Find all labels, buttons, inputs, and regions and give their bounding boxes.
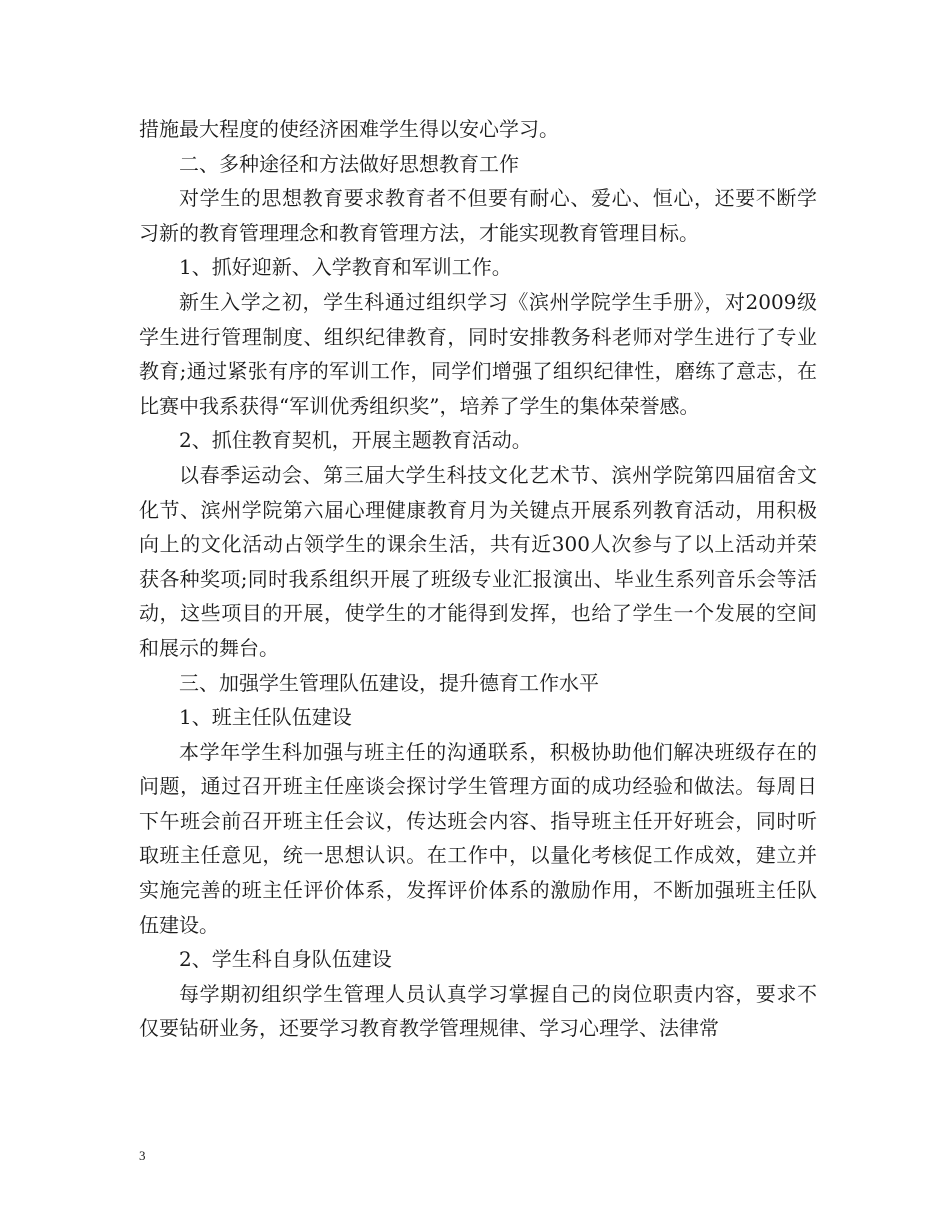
subheading-11: 2、学生科自身队伍建设 — [179, 947, 392, 972]
paragraph-10: 本学年学生科加强与班主任的沟通联系，积极协助他们解决班级存在的问题，通过召开班主任座谈会探讨学生管理方面的成功经验和做法。每周日下午班会前召开班主任会议，传达班会内容、指导班主任开好班会，同时听取班主任意见，统一思想认识。在工作中，以量化考核促工作成效，建立并实施完善的班主任评价体系，发挥评价体系的激励作用，不断加强班主任队伍建设。 — [139, 739, 817, 937]
paragraph-5: 新生入学之初，学生科通过组织学习《滨州学院学生手册》，对2009级学生进行管理制度、组织纪律教育，同时安排教务科老师对学生进行了专业教育;通过紧张有序的军训工作，同学们增强了组织纪律性，磨练了意志，在比赛中我系获得“军训优秀组织奖”，培养了学生的集体荣誉感。 — [139, 289, 817, 418]
paragraph-7: 以春季运动会、第三届大学生科技文化艺术节、滨州学院第四届宿舍文化节、滨州学院第六届心理健康教育月为关键点开展系列教育活动，用积极向上的文化活动占领学生的课余生活，共有近300人次参与了以上活动并荣获各种奖项;同时我系组织开展了班级专业汇报演出、毕业生系列音乐会等活动，这些项目的开展，使学生的才能得到发挥，也给了学生一个发展的空间和展示的舞台。 — [139, 462, 817, 660]
paragraph-12: 每学期初组织学生管理人员认真学习掌握自己的岗位职责内容，要求不仅要钻研业务，还要学习教育教学管理规律、学习心理学、法律常 — [139, 981, 817, 1041]
section-heading-8: 三、加强学生管理队伍建设，提升德育工作水平 — [179, 670, 599, 695]
paragraph-3: 对学生的思想教育要求教育者不但要有耐心、爱心、恒心，还要不断学习新的教育管理理念和教育管理方法，才能实现教育管理目标。 — [139, 186, 817, 245]
subheading-9: 1、班主任队伍建设 — [179, 705, 352, 730]
paragraph-1: 措施最大程度的使经济困难学生得以安心学习。 — [139, 117, 559, 141]
page-number: 3 — [139, 1148, 146, 1163]
body-text — [139, 112, 817, 1046]
section-heading-2: 二、多种途径和方法做好思想教育工作 — [179, 151, 519, 176]
subheading-4: 1、抓好迎新、入学教育和军训工作。 — [179, 255, 512, 280]
subheading-6: 2、抓住教育契机，开展主题教育活动。 — [179, 428, 532, 453]
